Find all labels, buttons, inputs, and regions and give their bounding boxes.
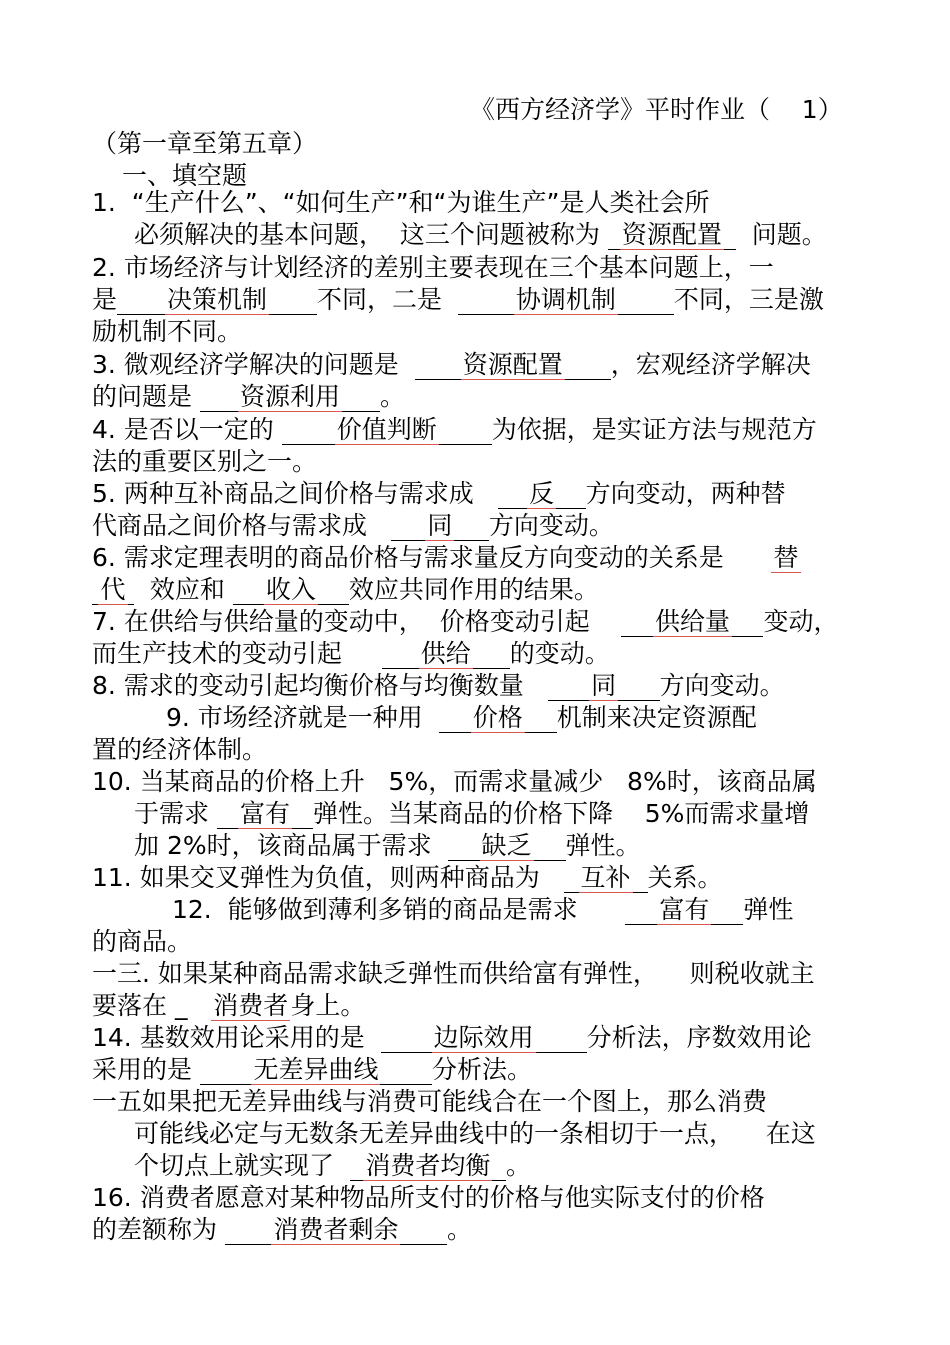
q15-blank1: 消费者均衡 [350, 1152, 506, 1181]
q13-line2: 要落在 _ 消费者身上。 [92, 991, 366, 1020]
q11-blank1: 互补 [564, 864, 648, 893]
q9-line2: 置的经济体制。 [92, 735, 268, 764]
q10-blank1: 富有 [217, 800, 313, 829]
q2-blank2: 协调机制 [458, 286, 674, 315]
q2-line1: 2. 市场经济与计划经济的差别主要表现在三个基本问题上，一 [92, 253, 774, 282]
q7-line2: 而生产技术的变动引起 供给 的变动。 [92, 639, 610, 668]
q6-line1: 6. 需求定理表明的商品价格与需求量反方向变动的关系是 替 [92, 543, 799, 572]
q4-line1: 4. 是否以一定的 价值判断 为依据，是实证方法与规范方 [92, 415, 817, 444]
q1-line2: 必须解决的基本问题， 这三个问题被称为 资源配置 问题。 [134, 220, 827, 249]
q6-line2: 代 效应和 收入 效应共同作用的结果。 [92, 575, 599, 605]
q3-line2: 的问题是 资源利用 。 [92, 382, 405, 411]
q3-line1: 3. 微观经济学解决的问题是 资源配置 ，宏观经济学解决 [92, 350, 811, 379]
q4-blank1: 价值判断 [282, 416, 492, 445]
q10-line1: 10. 当某商品的价格上升 5%，而需求量减少 8%时，该商品属 [92, 767, 817, 796]
q6-blank1b: 代 [92, 576, 134, 605]
q15-line2: 可能线必定与无数条无差异曲线中的一条相切于一点， 在这 [134, 1119, 816, 1148]
q7-blank2: 供给 [382, 640, 510, 669]
q4-line2: 法的重要区别之一。 [92, 447, 318, 476]
q3-blank2: 资源利用 [200, 383, 380, 412]
q14-blank2: 无差异曲线 [200, 1056, 432, 1085]
q3-blank1: 资源配置 [415, 351, 611, 380]
q12-line1: 12. 能够做到薄利多销的商品是需求 富有 弹性 [172, 895, 794, 924]
q5-blank1: 反 [498, 480, 586, 509]
q2-line3: 励机制不同。 [92, 317, 243, 346]
q12-line2: 的商品。 [92, 927, 193, 956]
q13-line1: 一三. 如果某种商品需求缺乏弹性而供给富有弹性， 则税收就主 [92, 959, 815, 988]
q10-blank2: 缺乏 [448, 832, 566, 861]
q1-line1: 1. “生产什么”、“如何生产”和“为谁生产”是人类社会所 [92, 188, 710, 217]
q14-blank1: 边际效用 [381, 1024, 587, 1053]
q14-line2: 采用的是 无差异曲线 分析法。 [92, 1055, 532, 1084]
q8-blank1: 同 [548, 672, 660, 701]
q5-blank2: 同 [391, 512, 489, 541]
q6-blank1a: 替 [773, 543, 799, 572]
document-title: 《西方经济学》平时作业（ 1） [470, 95, 843, 124]
q2-blank1: 决策机制 [117, 286, 317, 315]
q5-line1: 5. 两种互补商品之间价格与需求成 反 方向变动，两种替 [92, 479, 786, 508]
q9-line1: 9. 市场经济就是一种用 价格 机制来决定资源配 [166, 703, 757, 732]
q2-line2: 是 决策机制 不同，二是 协调机制 不同，三是激 [92, 285, 824, 314]
q12-blank1: 富有 [625, 896, 743, 925]
section-heading: 一、填空题 [122, 161, 248, 190]
q16-line2: 的差额称为 消费者剩余 。 [92, 1215, 472, 1244]
q10-line2: 于需求 富有 弹性。当某商品的价格下降 5%而需求量增 [134, 799, 810, 828]
q9-blank1: 价格 [439, 704, 557, 733]
q7-line1: 7. 在供给与供给量的变动中， 价格变动引起 供给量 变动， [92, 607, 839, 636]
q15-line1: 一五如果把无差异曲线与消费可能线合在一个图上，那么消费 [92, 1087, 768, 1116]
q1-blank1: 资源配置 [608, 221, 736, 250]
q6-blank2: 收入 [233, 576, 349, 605]
q5-line2: 代商品之间价格与需求成 同 方向变动。 [92, 511, 614, 540]
q8-line1: 8. 需求的变动引起均衡价格与均衡数量 同 方向变动。 [92, 671, 785, 700]
q15-line3: 个切点上就实现了 消费者均衡 。 [134, 1151, 531, 1180]
q10-line3: 加 2%时，该商品属于需求 缺乏 弹性。 [134, 831, 641, 860]
q7-blank1: 供给量 [621, 608, 763, 637]
document-subtitle: （第一章至第五章） [92, 129, 318, 158]
q16-blank1: 消费者剩余 [225, 1216, 447, 1245]
q11-line1: 11. 如果交叉弹性为负值，则两种商品为 互补 关系。 [92, 863, 723, 892]
q16-line1: 16. 消费者愿意对某种物品所支付的价格与他实际支付的价格 [92, 1183, 765, 1212]
q14-line1: 14. 基数效用论采用的是 边际效用 分析法，序数效用论 [92, 1023, 812, 1052]
q13-blank1: 消费者 [213, 991, 289, 1020]
